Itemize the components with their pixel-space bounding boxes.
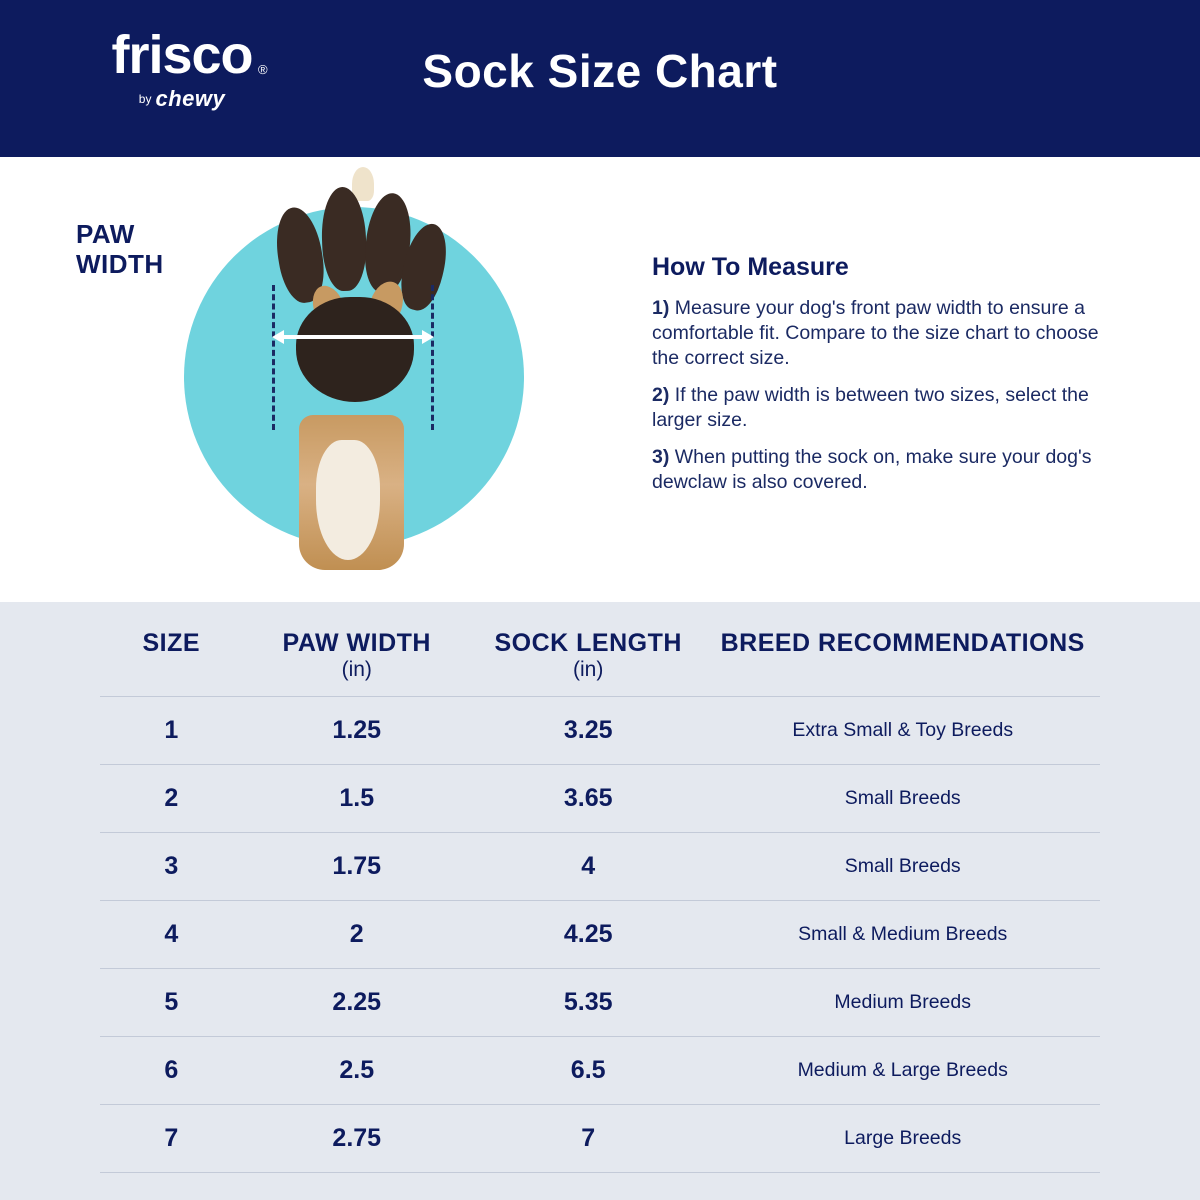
size-table-head [100, 602, 1100, 696]
how-to-measure-block [652, 253, 1122, 507]
paw-toe-pad [320, 186, 368, 291]
cell-paw-width: 1.25 [243, 696, 471, 764]
size-table-body [100, 696, 1100, 1172]
measure-guide-line-left [272, 285, 275, 430]
table-row [100, 900, 1100, 968]
cell-sock-length: 4 [471, 832, 705, 900]
measure-guide-line-right [431, 285, 434, 430]
table-row [100, 764, 1100, 832]
column-header-sock-length [471, 602, 705, 696]
measure-section [0, 157, 1200, 602]
cell-breed: Large Breeds [705, 1104, 1100, 1172]
how-to-step-2-number: 2) [652, 383, 670, 406]
paw-width-label: PAW WIDTH [76, 219, 164, 280]
cell-size: 1 [100, 696, 243, 764]
cell-sock-length: 4.25 [471, 900, 705, 968]
how-to-step-1-text: Measure your dog's front paw width to ensure a comfortable fit. Compare to the size chart to choose the correct size. [652, 297, 1099, 369]
cell-breed: Small Breeds [705, 764, 1100, 832]
size-table-section [0, 602, 1200, 1200]
column-header-breed-recommendations-label: BREED RECOMMENDATIONS [720, 629, 1085, 657]
how-to-step-2 [652, 383, 1122, 433]
how-to-step-1-number: 1) [652, 297, 670, 319]
paw-main-pad [296, 297, 414, 402]
cell-paw-width: 2 [243, 900, 471, 968]
table-row [100, 1036, 1100, 1104]
cell-paw-width: 1.5 [243, 764, 471, 832]
cell-sock-length: 6.5 [471, 1036, 705, 1104]
cell-size: 4 [100, 900, 243, 968]
cell-paw-width: 1.75 [243, 832, 471, 900]
column-header-sock-length-label: SOCK LENGTH [494, 629, 682, 657]
cell-size: 3 [100, 832, 243, 900]
cell-breed: Small & Medium Breeds [705, 900, 1100, 968]
cell-sock-length: 7 [471, 1104, 705, 1172]
cell-sock-length: 5.35 [471, 968, 705, 1036]
how-to-step-3 [652, 445, 1122, 495]
paw-illustration [184, 175, 529, 575]
column-header-paw-width-label: PAW WIDTH [282, 629, 431, 657]
cell-breed: Small Breeds [705, 832, 1100, 900]
cell-paw-width: 2.5 [243, 1036, 471, 1104]
cell-sock-length: 3.25 [471, 696, 705, 764]
column-header-size-label: SIZE [142, 629, 201, 657]
cell-sock-length: 3.65 [471, 764, 705, 832]
column-header-size [100, 602, 243, 696]
cell-paw-width: 2.75 [243, 1104, 471, 1172]
cell-breed: Extra Small & Toy Breeds [705, 696, 1100, 764]
how-to-step-2-text: If the paw width is between two sizes, select the larger size. [652, 383, 1089, 431]
cell-size: 2 [100, 764, 243, 832]
size-table [100, 602, 1100, 1173]
page-title: Sock Size Chart [422, 45, 778, 97]
table-header-row [100, 602, 1100, 696]
cell-size: 5 [100, 968, 243, 1036]
column-header-sock-length-unit: (in) [573, 658, 604, 681]
logo-by-label: by [138, 92, 152, 106]
arrow-bar [280, 335, 426, 339]
logo-chewy-label: chewy [155, 86, 226, 111]
how-to-measure-heading: How To Measure [652, 253, 849, 281]
logo-wordmark-text: frisco [111, 25, 253, 85]
table-row [100, 696, 1100, 764]
table-row [100, 1104, 1100, 1172]
cell-breed: Medium & Large Breeds [705, 1036, 1100, 1104]
how-to-step-3-text: When putting the sock on, make sure your dog's dewclaw is also covered. [652, 445, 1092, 493]
width-measurement-arrow [272, 330, 434, 344]
cell-paw-width: 2.25 [243, 968, 471, 1036]
how-to-step-1 [652, 296, 1122, 371]
column-header-paw-width [243, 602, 471, 696]
cell-size: 6 [100, 1036, 243, 1104]
cell-size: 7 [100, 1104, 243, 1172]
page-header [0, 0, 1200, 157]
arrow-right-icon [422, 330, 434, 344]
column-header-breed-recommendations [705, 602, 1100, 696]
cell-breed: Medium Breeds [705, 968, 1100, 1036]
column-header-paw-width-unit: (in) [341, 658, 372, 681]
table-row [100, 832, 1100, 900]
table-row [100, 968, 1100, 1036]
how-to-step-3-number: 3) [652, 445, 670, 468]
registered-trademark-icon: ® [257, 62, 267, 77]
